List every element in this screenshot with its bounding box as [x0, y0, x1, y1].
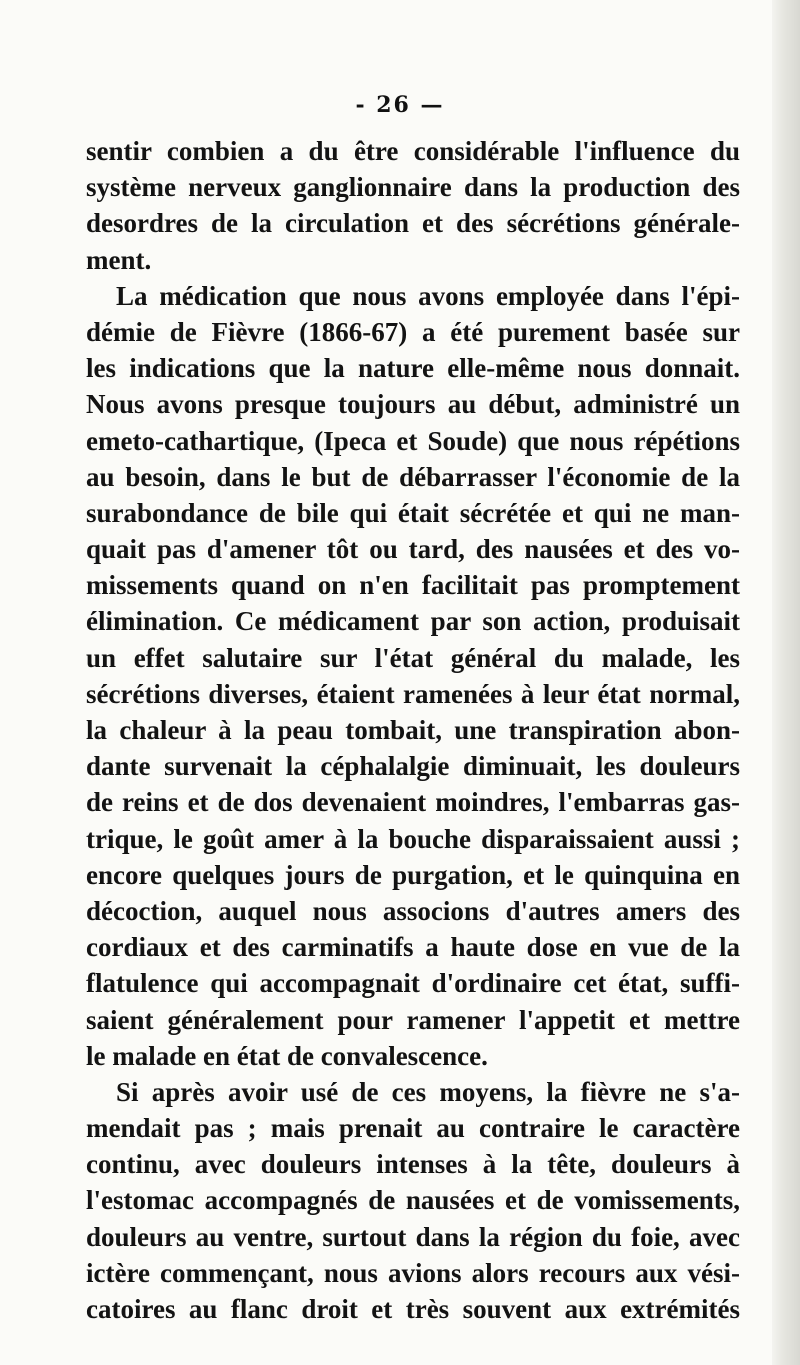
text-line: Si après avoir usé de ces moyens, la fièvre ne s'a-	[116, 1076, 740, 1107]
text-line: ictère commençant, nous avions alors recours aux vési-	[86, 1257, 740, 1288]
text-line: Nous avons presque toujours au début, administré un	[86, 389, 740, 420]
text-line: élimination. Ce médicament par son action, produisait	[86, 606, 740, 637]
text-line: système nerveux ganglionnaire dans la production des	[86, 172, 740, 203]
text-line: sentir combien a du être considérable l'influence du	[86, 136, 740, 166]
body-text	[86, 133, 740, 1327]
text-line: mendait pas ; mais prenait au contraire le caractère	[86, 1113, 740, 1144]
text-line: l'estomac accompagnés de nausées et de vomissements,	[86, 1185, 740, 1216]
text-line: desordres de la circulation et des sécrétions générale-	[86, 208, 740, 239]
text-line: ment.	[86, 244, 152, 275]
page-number: - 26 —	[355, 92, 445, 118]
text-line: dante survenait la céphalalgie diminuait, les douleurs	[86, 751, 740, 782]
text-line: quait pas d'amener tôt ou tard, des nausées et des vo-	[86, 534, 740, 565]
text-line: sécrétions diverses, étaient ramenées à leur état normal,	[86, 678, 740, 709]
text-line: missements quand on n'en facilitait pas promptement	[86, 570, 740, 601]
text-line: surabondance de bile qui était sécrétée et qui ne man-	[86, 497, 740, 528]
page-edge-shadow	[772, 0, 800, 1365]
text-line: catoires au flanc droit et très souvent aux extrémités	[86, 1294, 740, 1324]
text-line: démie de Fièvre (1866-67) a été purement basée sur	[86, 316, 740, 347]
text-line: trique, le goût amer à la bouche disparaissaient aussi ;	[86, 823, 740, 854]
text-line: de reins et de dos devenaient moindres, l'embarras gas-	[86, 787, 740, 818]
text-line: La médication que nous avons employée dans l'épi-	[116, 280, 740, 311]
text-line: douleurs au ventre, surtout dans la région du foie, avec	[86, 1221, 740, 1252]
text-line: cordiaux et des carminatifs a haute dose en vue de la	[86, 932, 740, 963]
text-line: décoction, auquel nous associons d'autres amers des	[86, 895, 740, 926]
text-line: au besoin, dans le but de débarrasser l'économie de la	[86, 461, 740, 492]
text-line: un effet salutaire sur l'état général du malade, les	[86, 642, 740, 673]
text-line: la chaleur à la peau tombait, une transpiration abon-	[86, 715, 740, 745]
text-line: les indications que la nature elle-même nous donnait.	[86, 353, 740, 384]
text-line: encore quelques jours de purgation, et le quinquina en	[86, 859, 740, 890]
text-line: le malade en état de convalescence.	[86, 1040, 488, 1071]
text-line: continu, avec douleurs intenses à la tête, douleurs à	[86, 1149, 740, 1180]
text-line: saient généralement pour ramener l'appetit et mettre	[86, 1004, 740, 1035]
text-line: flatulence qui accompagnait d'ordinaire cet état, suffi-	[86, 968, 740, 999]
text-line: emeto-cathartique, (Ipeca et Soude) que nous répétions	[86, 425, 740, 456]
